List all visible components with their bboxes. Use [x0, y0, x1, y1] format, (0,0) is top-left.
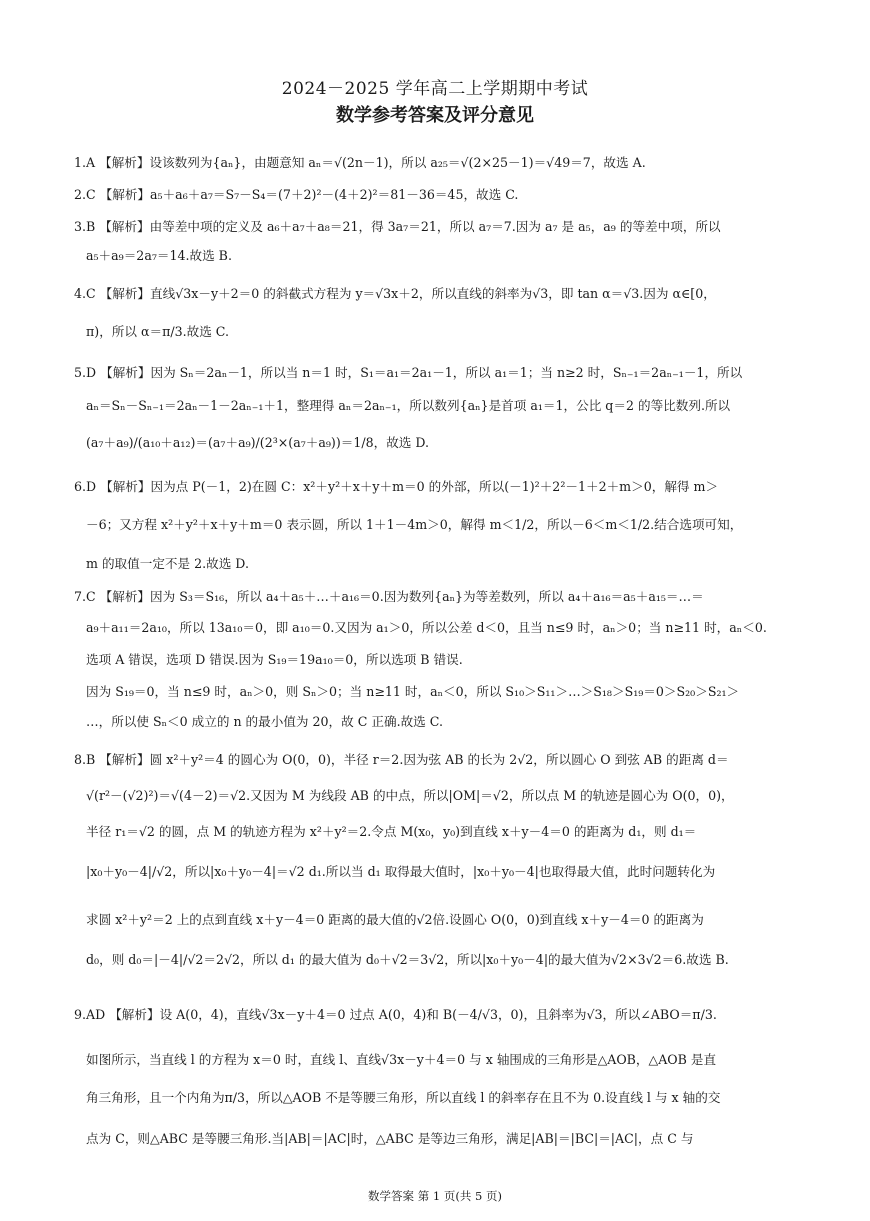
text-line: 6.D 【解析】因为点 P(－1，2)在圆 C：x²＋y²＋x＋y＋m＝0 的外部，所以(－1)²＋2²－1＋2＋m＞0，解得 m＞ [74, 479, 719, 494]
text-line: －6；又方程 x²＋y²＋x＋y＋m＝0 表示圆，所以 1＋1－4m＞0，解得 m＜1/2，所以－6＜m＜1/2.结合选项可知， [86, 517, 743, 532]
text-line: a₅＋a₉＝2a₇＝14.故选 B. [86, 248, 232, 263]
text-line: 1.A 【解析】设该数列为{aₙ}，由题意知 aₙ＝√(2n－1)，所以 a₂₅＝√(2×25－1)＝√49＝7，故选 A. [74, 155, 646, 170]
text-line: 8.B 【解析】圆 x²＋y²＝4 的圆心为 O(0，0)，半径 r＝2.因为弦 AB 的长为 2√2，所以圆心 O 到弦 AB 的距离 d＝ [74, 752, 729, 767]
answer-key-title: 数学参考答案及评分意见 [336, 105, 534, 126]
text-line: d₀，则 d₀＝|－4|/√2＝2√2，所以 d₁ 的最大值为 d₀＋√2＝3√2，所以|x₀＋y₀－4|的最大值为√2×3√2＝6.故选 B. [86, 952, 729, 967]
text-line: √(r²－(√2)²)＝√(4－2)＝√2.又因为 M 为线段 AB 的中点，所以|OM|＝√2，所以点 M 的轨迹是圆心为 O(0，0)， [86, 788, 734, 803]
text-line: π)，所以 α＝π/3.故选 C. [86, 324, 229, 339]
text-line: |x₀＋y₀－4|/√2，所以|x₀＋y₀－4|＝√2 d₁.所以当 d₁ 取得最大值时，|x₀＋y₀－4|也取得最大值，此时问题转化为 [86, 864, 716, 879]
text-line: 半径 r₁＝√2 的圆，点 M 的轨迹方程为 x²＋y²＝2.令点 M(x₀，y₀)到直线 x＋y－4＝0 的距离为 d₁，则 d₁＝ [86, 824, 697, 839]
text-line: 角三角形，且一个内角为π/3，所以△AOB 不是等腰三角形，所以直线 l 的斜率存在且不为 0.设直线 l 与 x 轴的交 [86, 1090, 721, 1105]
text-line: …，所以使 Sₙ＜0 成立的 n 的最小值为 20，故 C 正确.故选 C. [86, 714, 443, 729]
text-line: 点为 C，则△ABC 是等腰三角形.当|AB|＝|AC|时，△ABC 是等边三角形，满足|AB|＝|BC|＝|AC|，点 C 与 [86, 1131, 694, 1146]
text-line: 3.B 【解析】由等差中项的定义及 a₆＋a₇＋a₈＝21，得 3a₇＝21，所以 a₇＝7.因为 a₇ 是 a₅，a₉ 的等差中项，所以 [74, 219, 721, 234]
text-line: 选项 A 错误，选项 D 错误.因为 S₁₉＝19a₁₀＝0，所以选项 B 错误. [86, 652, 463, 667]
text-line: 因为 S₁₉＝0，当 n≤9 时，aₙ＞0，则 Sₙ＞0；当 n≥11 时，aₙ＜0，所以 S₁₀＞S₁₁＞…＞S₁₈＞S₁₉＝0＞S₂₀＞S₂₁＞ [86, 684, 740, 699]
exam-title: 2024－2025 学年高二上学期期中考试 [281, 79, 589, 99]
text-line: 求圆 x²＋y²＝2 上的点到直线 x＋y－4＝0 距离的最大值的√2倍.设圆心 O(0，0)到直线 x＋y－4＝0 的距离为 [86, 912, 704, 927]
text-line: 2.C 【解析】a₅＋a₆＋a₇＝S₇－S₄＝(7＋2)²－(4＋2)²＝81－36＝45，故选 C. [74, 187, 519, 202]
text-line: 5.D 【解析】因为 Sₙ＝2aₙ－1，所以当 n＝1 时，S₁＝a₁＝2a₁－1，所以 a₁＝1；当 n≥2 时，Sₙ₋₁＝2aₙ₋₁－1，所以 [74, 365, 743, 380]
text-line: m 的取值一定不是 2.故选 D. [86, 556, 249, 571]
page-footer: 数学答案 第 1 页(共 5 页) [368, 1189, 502, 1203]
text-line: (a₇＋a₉)/(a₁₀＋a₁₂)＝(a₇＋a₉)/(2³×(a₇＋a₉))＝1/8，故选 D. [86, 435, 430, 450]
text-line: 9.AD 【解析】设 A(0，4)，直线√3x－y＋4＝0 过点 A(0，4)和 B(－4/√3，0)，且斜率为√3，所以∠ABO＝π/3. [74, 1007, 717, 1022]
text-line: 4.C 【解析】直线√3x－y＋2＝0 的斜截式方程为 y＝√3x＋2，所以直线的斜率为√3，即 tan α＝√3.因为 α∈[0， [74, 286, 716, 301]
text-line: 如图所示，当直线 l 的方程为 x＝0 时，直线 l、直线√3x－y＋4＝0 与 x 轴围成的三角形是△AOB，△AOB 是直 [86, 1052, 717, 1067]
text-line: 7.C 【解析】因为 S₃＝S₁₆，所以 a₄＋a₅＋…＋a₁₆＝0.因为数列{aₙ}为等差数列，所以 a₄＋a₁₆＝a₅＋a₁₅＝…＝ [74, 589, 704, 604]
text-line: aₙ＝Sₙ－Sₙ₋₁＝2aₙ－1－2aₙ₋₁＋1，整理得 aₙ＝2aₙ₋₁，所以数列{aₙ}是首项 a₁＝1，公比 q＝2 的等比数列.所以 [86, 398, 731, 413]
text-line: a₉＋a₁₁＝2a₁₀，所以 13a₁₀＝0，即 a₁₀＝0.又因为 a₁＞0，所以公差 d＜0，且当 n≤9 时，aₙ＞0；当 n≥11 时，aₙ＜0. [86, 620, 767, 635]
